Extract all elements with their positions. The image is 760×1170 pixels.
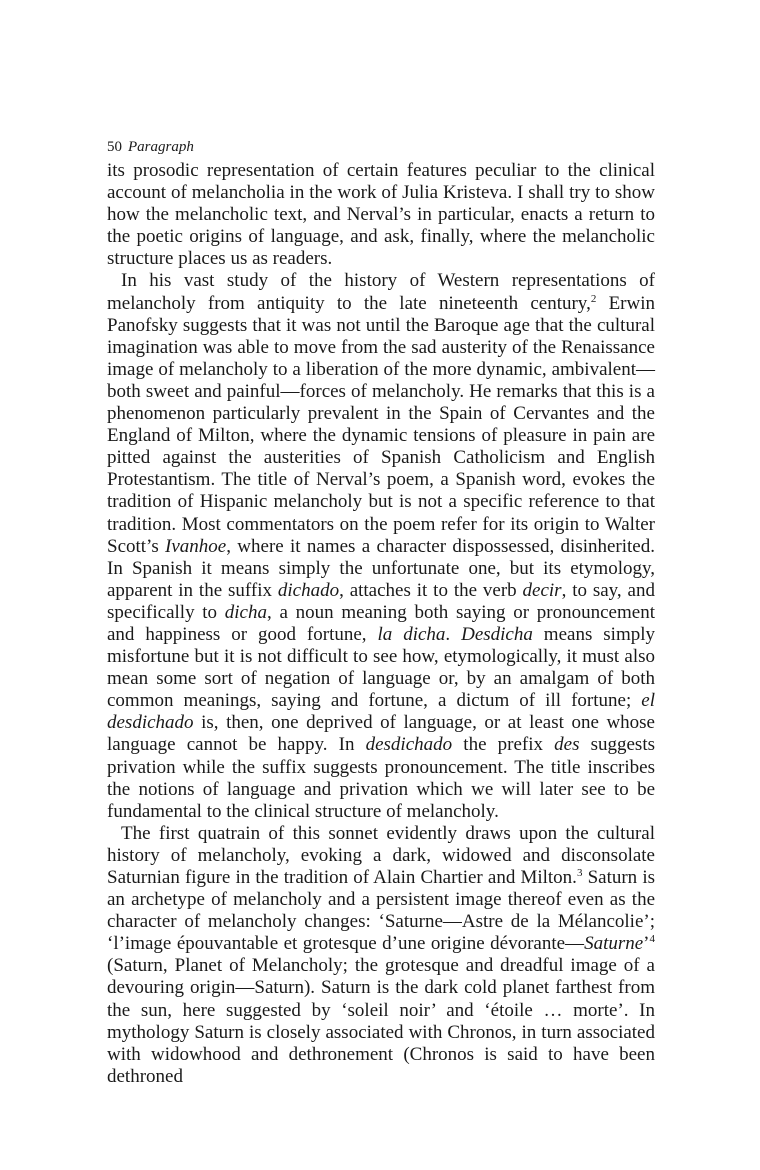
text-run: , where it names a character dispossessed, disinherited. In Spanish it means simply the unfortunate one, but its etymology, apparent in the suffix xyxy=(107,535,655,601)
text-run: the prefix xyxy=(452,734,555,756)
paragraph xyxy=(107,823,655,1088)
text-run: suggests privation while the suffix suggests pronouncement. The title inscribes the notions of language and privation which we will later see to be fundamental to the clinical structure of melancholy. xyxy=(107,734,655,822)
running-head xyxy=(107,136,655,158)
text-run: means simply misfortune but it is not difficult to see how, etymologically, it must also mean some sort of negation of language or, by an amalgam of both common meanings, saying and fortune, a dictum of ill fortune; xyxy=(107,623,656,712)
text-run: its prosodic representation of certain features peculiar to the clinical account of melancholia in the work of Julia Kristeva. I shall try to show how the melancholic text, and Nerval’s in particular, enacts a return to the poetic origins of language, and ask, finally, where the melancholic structure places us as readers. xyxy=(107,160,655,270)
italic-term: el desdichado xyxy=(107,690,655,734)
text-run: (Saturn, Planet of Melancholy; the grotesque and dreadful image of a devouring origin—Saturn). Saturn is the dark cold planet farthest from the sun, here suggested by ‘soleil noir’ and ‘étoile … morte’. In mythology Saturn is closely associated with Chronos, in turn associated with widowhood and dethronement (Chronos is said to have been dethroned xyxy=(107,955,655,1087)
italic-term: dichado xyxy=(277,579,340,601)
italic-term: la dicha xyxy=(377,623,446,645)
text-run: The first quatrain of this sonnet evidently draws upon the cultural history of melancholy, evoking a dark, widowed and disconsolate Saturnian figure in the tradition of Alain Chartier and Milton. xyxy=(107,822,655,888)
journal-title: Paragraph xyxy=(128,139,194,155)
italic-term: dicha xyxy=(224,601,267,623)
footnote-marker: 4 xyxy=(649,933,655,946)
footnote-marker: 3 xyxy=(576,867,583,879)
italic-term: des xyxy=(554,734,580,756)
body-text xyxy=(107,160,655,1088)
text-run: In his vast study of the history of Western representations of melancholy from antiquity to the late nineteenth century, xyxy=(107,270,655,314)
italic-term: Ivanhoe xyxy=(165,535,227,557)
text-run: Erwin Panofsky suggests that it was not until the Baroque age that the cultural imagination was able to move from the sad austerity of the Renaissance image of melancholy to a liberation of the more dynamic, ambivalent—both sweet and painful—forces of melancholy. He remarks that this is a phenomenon particularly prevalent in the Spain of Cervantes and the England of Milton, where the dynamic tensions of pleasure in pain are pitted against the austerities of Spanish Catholicism and English Protestantism. The title of Nerval’s poem, a Spanish word, evokes the tradition of Hispanic melancholy but is not a specific reference to that tradition. Most commentators on the poem refer for its origin to Walter Scott’s xyxy=(107,292,655,557)
footnote-marker: 2 xyxy=(590,292,597,305)
italic-term: desdichado xyxy=(365,734,453,756)
paragraph xyxy=(107,160,655,270)
text-run: . xyxy=(445,623,462,645)
text-run: ’ xyxy=(643,933,650,955)
text-run: is, then, one deprived of language, or at least one whose language cannot be happy. In xyxy=(107,712,655,756)
italic-term: Saturne xyxy=(584,933,644,955)
italic-term: decir xyxy=(522,579,562,601)
text-run: , a noun meaning both saying or pronouncement and happiness or good fortune, xyxy=(107,601,655,645)
paragraph xyxy=(107,270,655,822)
book-page xyxy=(107,136,655,1088)
text-run: , to say, and specifically to xyxy=(107,579,655,623)
italic-term: Desdicha xyxy=(461,623,533,645)
page-number: 50 xyxy=(107,139,122,155)
text-run: Saturn is an archetype of melancholy and a persistent image thereof even as the character of melancholy changes: ‘Saturne—Astre de la Mélancolie’; ‘l’image épouvantable et grotesque d’une origine dévorante— xyxy=(107,867,655,955)
text-run: , attaches it to the verb xyxy=(339,579,523,601)
